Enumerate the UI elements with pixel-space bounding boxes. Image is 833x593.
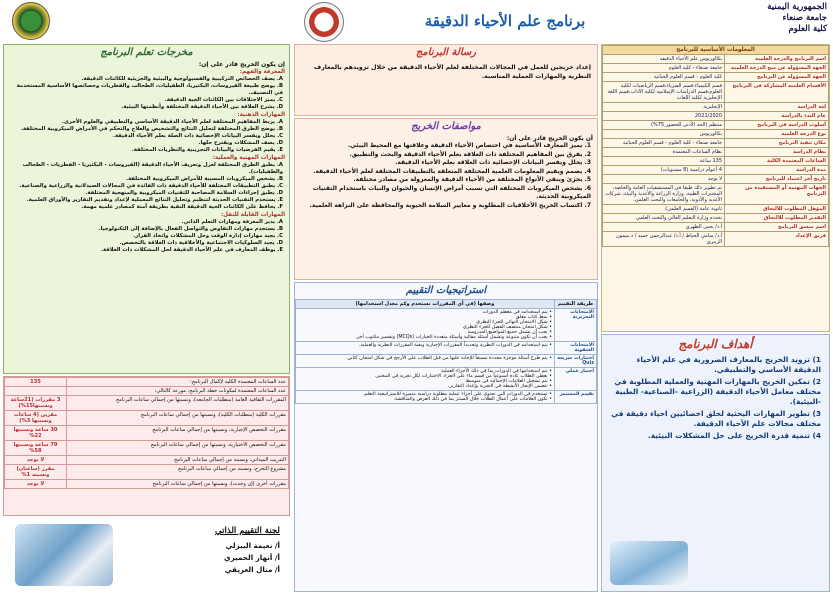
info-key: الساعات المعتمدة الكلية [725, 157, 829, 166]
strategy-line: • نمط كتاب مغلق [515, 315, 552, 320]
page-header [0, 0, 833, 42]
strategy-line: • تستخدم في الدورات التي تحتوي على أجزاء عملية مطلوبة دراسية متميزة للاستراتيجية التعلم. [362, 392, 552, 397]
table-row [603, 232, 829, 247]
graduate-intro: أن يكون الخريج قادر على أن: [506, 135, 593, 142]
hours-label: مقررات أخرى (إن وجدت)، ونسبتها من إجمالي ساعات البرنامج [67, 480, 289, 489]
info-panel [601, 44, 830, 332]
info-key: مدة الدراسة [725, 166, 829, 175]
knowledge-item: C. يميز الاختلافات بين الكائنات الحية الدقيقة. [164, 97, 283, 103]
info-value: تحدده وزارة التعليم العالي والبحث العلمي [603, 214, 725, 223]
table-row [603, 103, 829, 112]
table-row [296, 355, 597, 368]
info-value: تم تطوير ذلك طبقا في المستشفيات العامة والخاصة، المختبرات الطبية، وزارة الزراعة والأغذية والبيئة، شركات الأغذية والأدوية، والجامعات والبحث العلمي. [603, 184, 725, 205]
practical-item: F. يحافظ على الكائنات الحية الدقيقة النقية بطريقة آمنة كمصادر علمية مهمة. [81, 204, 283, 210]
mission-title: رسالة البرنامج [415, 47, 477, 58]
lab-image [15, 524, 113, 586]
table-row [603, 184, 829, 205]
college-name: كلية العلوم [788, 24, 827, 34]
column-header: وصفها (في أي المقررات تستخدم وكم معدل استخدامها) [296, 300, 555, 309]
hours-label: عدد الساعات المعتمدة لمكونات خطة البرنامج، موزعة كالتالي: [67, 387, 289, 396]
strategy-line: • يغطي الطلاب عادة أسبوعياً من قسم ماء على الجزء، الاختبارات لكل تجربة في المختبر. [374, 374, 552, 379]
strategy-method: الامتحانات التحريرية [555, 309, 597, 342]
strategies-title: استراتيجيات التقييم [405, 285, 487, 296]
info-key: التقدير المطلوب للالتحاق [725, 214, 829, 223]
info-value: أ.د/ يحيى الظهري [603, 223, 725, 232]
strategies-table [295, 299, 597, 404]
lab-image [610, 541, 688, 585]
info-value: جامعة صنعاء - كلية العلوم - قسم العلوم الحياتية [603, 139, 725, 148]
graduate-item: 4. يصمم ويقيم المعلومات العلمية المختلفة المتعلقة بالتطبيقات المختلفة لعلم الأحياء الدقيقة. [313, 167, 591, 175]
hours-value [5, 387, 67, 396]
hours-value: مقرين (4 ساعات ونسبتها 3%) [5, 411, 67, 426]
info-key: الأقسام العلمية المشاركة في البرنامج [725, 82, 829, 103]
mental-item: E. يقيم الفرضيات والبيانات التجريبية والنظريات المختلفة. [131, 147, 283, 153]
info-key: اسم البرنامج والدرجة العلمية [725, 55, 829, 64]
goals-panel [601, 334, 830, 592]
mission-text: إعداد خريجين للعمل في المجالات المختلفة لعلم الأحياء الدقيقة من خلال تزويدهم بالمعارف النظرية والمهارات العملية المناسبة. [314, 64, 591, 80]
info-value: أ.د/ سامي الخياط / أ.د/ عبدالرحمن حميد / د.ميمون الزبيري [603, 232, 725, 247]
program-title: برنامج علم الأحياء الدقيقة [424, 12, 586, 30]
table-row [5, 465, 289, 480]
outcomes-title: مخرجات تعلم البرنامج [100, 47, 193, 58]
info-value: كلية العلوم - قسم العلوم الحياتية [603, 73, 725, 82]
goal-item: 4) تنمية قدرة الخريج على حل المشكلات البيئية. [647, 431, 821, 440]
strategy-line: • يجب أن يشمل جميع المواضيع المدروسة [467, 330, 552, 335]
committee-member: أ/ أنهار الحميري [224, 553, 280, 562]
mental-title: المهارات الذهنية: [237, 112, 285, 118]
info-value: 135 ساعة [603, 157, 725, 166]
table-row [296, 391, 597, 404]
mental-item: B. يوضح الطرق المختلفة لتحليل النتائج والتشخيص والعلاج والتحكم في الأمراض الميكروبية المختلفة. [20, 126, 283, 132]
table-row [5, 426, 289, 441]
info-key: لغة الدراسة [725, 103, 829, 112]
table-row [603, 205, 829, 214]
outcomes-intro: إن يكون الخريج قادر على إن: [198, 61, 285, 68]
hours-label: مقررات التخصص الاختيارية، ونسبتها من إجمالي ساعات البرنامج [67, 441, 289, 456]
table-row [603, 166, 829, 175]
practical-item: B. يشخص الميكروبات المسببة للأمراض الميكروبية المختلفة. [126, 176, 283, 182]
graduate-title: مواصفات الخريج [411, 121, 481, 132]
committee-member: أ/ منال العريقي [224, 565, 280, 574]
info-value: قسم الكيمياء،قسم الفيزياء،قسم الرياضيات لكلية العلوم،قسم الدراسات الإسلامية لكلية الآداب،قسم اللغة الإنجليزية لكلية اللغات [603, 82, 725, 103]
table-row [603, 82, 829, 103]
info-key: الجهة المسؤولة عن منح الدرجة العلمية [725, 64, 829, 73]
table-row [603, 112, 829, 121]
graduate-item: 3. يحلل ويفسر البيانات الإحصائية ذات العلاقة بعلم الأحياء الدقيقة. [395, 159, 591, 166]
goals-title: أهداف البرنامج [678, 337, 753, 351]
info-value: 2021/2020 [603, 112, 725, 121]
practical-item: D. يطبق إجراءات السلامة المصاحبة للتقنيات الميكروبية والمنهجية المختلفة. [85, 190, 283, 196]
graduate-panel [294, 118, 598, 280]
hours-value: لا يوجد [5, 480, 67, 489]
university-block [767, 2, 827, 35]
knowledge-title: المعرفة والفهم: [239, 69, 285, 75]
hours-value: 135 [5, 378, 67, 387]
knowledge-item: D. يشرح العلاقة بين الأحياء الدقيقة المختلفة وأنظمتها البيئية. [121, 104, 283, 110]
strategy-line: • تتضمن الإنجاز الأنشطة في التجربة وإعداد التقارير. [448, 384, 552, 389]
strategy-method: اختبارات سريعة Quiz [555, 355, 597, 368]
table-row [603, 130, 829, 139]
info-value: الإنجليزية [603, 103, 725, 112]
info-value: ثانوية عامة (القسم العلمي) [603, 205, 725, 214]
hours-label: مقررات التخصص الإجبارية، ونسبتها من إجمالي ساعات البرنامج [67, 426, 289, 441]
strategy-line: • تكون العلامات على أعمال الطلاب خلال السنتر بما في ذلك العرض والمناقشة. [393, 397, 552, 402]
table-row [5, 411, 289, 426]
strategy-desc [296, 309, 555, 342]
strategy-desc [296, 355, 555, 368]
transferable-item: B. يستخدم مهارات التفاوض والتواصل الفعال بالإضافة إلى التكنولوجيا. [98, 226, 283, 232]
info-value: 4 أعوام دراسية (8 مستويات) [603, 166, 725, 175]
goal-item: 3) تطوير المهارات البحثية لخلق اخصائيين احياء دقيقة في مختلف مجالات علم الأحياء الدقيقة. [611, 409, 821, 428]
table-row [5, 441, 289, 456]
hours-label: المقررات الثقافية العامة (متطلبات الجامعة)، ونسبتها من إجمالي ساعات البرنامج [67, 396, 289, 411]
info-key: المؤهل المطلوب للالتحاق [725, 205, 829, 214]
info-key: الجهات المهتمة أو المستفيدة من البرنامج [725, 184, 829, 205]
mental-item: C. يحلل ويفسر البيانات الإحصائية ذات الصلة بعلم الأحياء الدقيقة. [112, 133, 283, 139]
hours-label: التدريب الميداني، ونسبته من إجمالي ساعات البرنامج [67, 456, 289, 465]
committee-panel [3, 518, 290, 592]
info-value: منتظم (الحد الأدنى للحضور 75%) [603, 121, 725, 130]
committee-title: لجنة التقييم الذاتي [215, 526, 280, 536]
hours-label: مقررات الكلية (متطلبات الكلية)، ونسبتها من إجمالي ساعات البرنامج [67, 411, 289, 426]
strategy-line: • شكل امتحان منتصف الفصل للجزء النظري [463, 325, 552, 330]
transferable-item: C. يجيد مهارات إدارة الوقت وحل المشكلات واتخاذ القرار. [133, 233, 283, 239]
practical-item: C. يطبق التطبيقات المختلفة للأحياء الدقيقة ذات الفائدة في المجالات الصيدلانية والزراعية والصناعية. [19, 183, 283, 189]
info-key: مكان تنفيذ البرنامج [725, 139, 829, 148]
table-row [296, 368, 597, 391]
goal-item: 2) تمكين الخريج بالمهارات المهنية والعملية المطلوبة في مختلف معامل الأحياء الدقيقة (الزراعية -الصناعية- الطبية -البيئية). [614, 377, 821, 406]
outcomes-panel [3, 44, 290, 374]
strategy-line: • يتم استخدامها في الدورات بما في ذلك الأجزاء العملية [441, 369, 552, 374]
mental-item: A. يربط المفاهيم المختلفة لعلم الأحياء الدقيقة الأساسي والتطبيقي والعلوم الأخرى. [61, 119, 283, 125]
table-header-row [603, 46, 829, 55]
strategy-method: الامتحانات الشفوية [555, 342, 597, 355]
transferable-item: E. يوظف المعارف في علم الأحياء الدقيقة لحل المشكلات ذات العلاقة. [100, 247, 283, 253]
mission-panel [294, 44, 598, 116]
practical-item: E. يستخدم التقنيات الحديثة لتنظيم وتحليل النتائج المعملية لإعداد وتقديم التقارير والأوراق العلمية. [26, 197, 283, 203]
country-name: الجمهورية اليمنية [767, 2, 827, 12]
table-row [603, 214, 829, 223]
hours-value: لا يوجد [5, 456, 67, 465]
strategies-panel [294, 282, 598, 592]
goal-item: 1) تزويد الخريج بالمعارف الضرورية في علم الأحياء الدقيقة الأساسي والتطبيقي. [636, 355, 821, 374]
info-title: المعلومات الأساسية للبرنامج [603, 46, 829, 55]
hours-value: 79 ساعة ونسبتها 58% [5, 441, 67, 456]
info-key: أسلوب الدراسة في البرنامج [725, 121, 829, 130]
transferable-item: D. يجيد السلوكيات الاجتماعية والأخلاقية ذات العلاقة بالتخصص. [119, 240, 283, 246]
info-key: نوع الدرجة العلمية [725, 130, 829, 139]
info-key: الجهة المسؤولة عن البرنامج [725, 73, 829, 82]
transferable-title: المهارات القابلة للنقل: [220, 212, 285, 218]
strategy-desc [296, 368, 555, 391]
graduate-item: 1. يميز المعارف الأساسية في اختصاص الأحياء الدقيقة وعلاقتها مع المحيط البيئي. [347, 142, 591, 149]
info-table [602, 45, 829, 247]
knowledge-item: A. يصف الخصائص التركيبية والفسيولوجية والبيئية والجزيئية للكائنات الدقيقة. [81, 76, 283, 82]
college-logo [12, 2, 50, 40]
table-header-row [296, 300, 597, 309]
committee-block [120, 526, 280, 576]
table-row [603, 64, 829, 73]
info-value: بكالوريوس علم الأحياء الدقيقة [603, 55, 725, 64]
hours-value: 3 مقررات (21ساعة ونسبتها15%) [5, 396, 67, 411]
hours-table [4, 377, 289, 489]
strategy-line: • يجب أن تكون متنوعة وتشمل أسئلة مقالية وأسئلة متعددة الخيارات (MCQs) وتفسير مكتوب آخر. [355, 335, 552, 340]
graduate-item: 7. اكتساب الخريج الأخلاقيات المطلوبة و معايير السلامة الحيوية والمحافظة على النزاهة العلمية. [309, 201, 591, 209]
table-row [603, 121, 829, 130]
info-value: جامعة صنعاء - كلية العلوم [603, 64, 725, 73]
table-row [603, 55, 829, 64]
strategy-method: اختبار عملي [555, 368, 597, 391]
strategy-line: • يتم طرح أسئلة موجزة محددة مسبقاً للإجابة عليها من قبل الطلاب على الأرجح في شكل امتحان كتابي [347, 356, 552, 361]
info-value: نظام الساعات المعتمدة [603, 148, 725, 157]
table-row [603, 148, 829, 157]
table-row [296, 309, 597, 342]
table-row [603, 175, 829, 184]
info-key: فريق الإعداد [725, 232, 829, 247]
table-row [5, 387, 289, 396]
table-row [603, 157, 829, 166]
table-row [296, 342, 597, 355]
strategy-line: • شكل الامتحان النهائي للجزء النظري [476, 320, 552, 325]
info-key: اسم منسق البرنامج [725, 223, 829, 232]
strategy-desc [296, 391, 555, 404]
table-row [5, 456, 289, 465]
strategy-line: • يتم تسجيل العلامات الإجمالية في متوسط [465, 379, 552, 384]
table-row [603, 73, 829, 82]
table-row [603, 139, 829, 148]
table-row [603, 223, 829, 232]
table-row [5, 480, 289, 489]
university-logo [304, 2, 344, 42]
hours-label: مشروع التخرج، ونسبته من إجمالي ساعات البرنامج [67, 465, 289, 480]
strategy-method: تقييم المستمر [555, 391, 597, 404]
university-name: جامعة صنعاء [782, 13, 827, 23]
info-key: عام البدء بالدراسة [725, 112, 829, 121]
hours-panel [3, 376, 290, 516]
table-row [5, 396, 289, 411]
mental-item: D. يصف المشكلات ويقترح حلها. [198, 140, 283, 146]
knowledge-item: B. يوضح طبيعة الفيروسات، البكتيريا، الطفيليات، الطحالب والفطريات وخصائصها الأساسية المستخدمة في التصنيف. [16, 83, 283, 96]
graduate-item: 5. يجزئ وينقي الأنواع المختلفة من الأحياء الدقيقة والمعزولة من مصادر مختلفة. [353, 176, 591, 183]
column-header: طريقة التقييم [555, 300, 597, 309]
strategy-line: • يتم استخدامه في الدورات النظرية وتحديداً المقررات الإجبارية وبقية المقررات النظرية والعملية. [358, 343, 552, 348]
info-key: نظام الدراسة [725, 148, 829, 157]
committee-member: أ/ نعيمة البيزلي [225, 541, 280, 550]
strategy-desc [296, 342, 555, 355]
hours-label: عدد الساعات المعتمدة الكلية لإكمال البرنامج: [67, 378, 289, 387]
hours-value: مقرر (ساعتان) ونسبته 1% [5, 465, 67, 480]
info-value: لا يوجد [603, 175, 725, 184]
practical-item: A. يطبق الطرق المختلفة لعزل وتعريف الأحياء الدقيقة (الفيروسات - البكتيريا - الفطريات - الطحالب والطفيليات). [22, 162, 283, 175]
info-key: تاريخ آخر اعتماد للبرنامج [725, 175, 829, 184]
transferable-item: A. يدير المعرفة ومهارات التعلم الذاتي. [181, 219, 283, 225]
graduate-item: 2. يفرق بين المفاهيم المختلفة ذات العلاقة بعلم الأحياء الدقيقة والبحث والتطبيق. [349, 150, 591, 158]
strategy-line: • يتم استخدامه في معظم الدورات [482, 310, 552, 315]
hours-value: 30 ساعة ونسبتها 22% [5, 426, 67, 441]
info-value: بكالوريوس [603, 130, 725, 139]
table-row [5, 378, 289, 387]
graduate-item: 6. يشخص الميكروبات المختلفة التي تسبب أمراض الإنسان والحيوان والنبات باستخدام التقنيات الميكروبية الحديثة. [312, 184, 591, 200]
practical-title: المهارات المهنية والعملية: [212, 155, 285, 161]
